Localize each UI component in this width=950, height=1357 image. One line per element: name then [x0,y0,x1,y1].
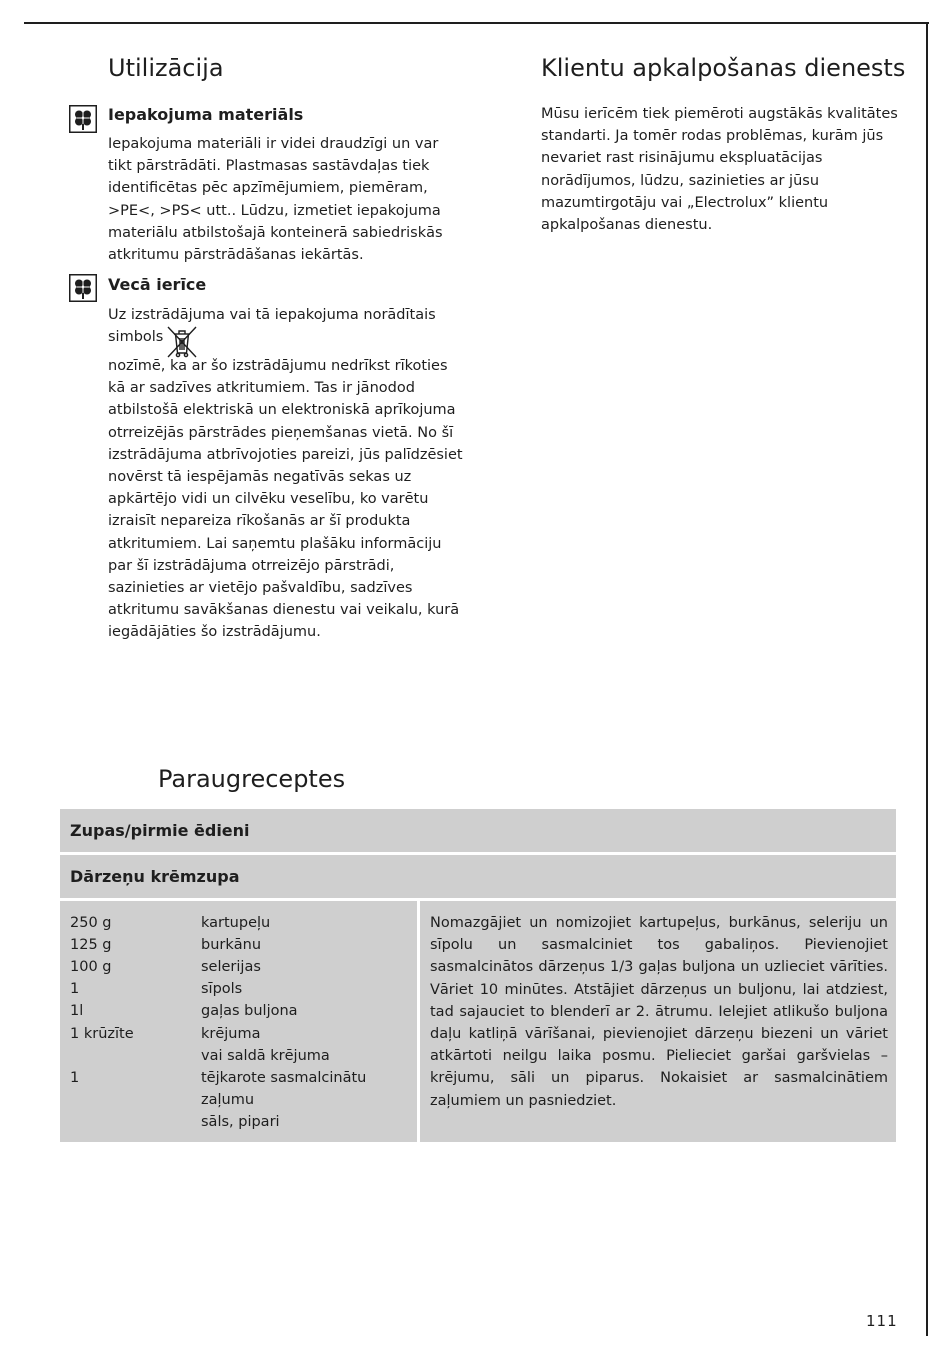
recipe-directions: Nomazgājiet un nomizojiet kartupeļus, burkānus, seleriju un sīpolu un sasmalciniet tos gabaliņos. Pievienojiet sasmalcinātos dārzeņus 1/3 gaļas buljona un uzlieciet vārīties. Vāriet 10 minūtes. Atstājiet dārzeņus un buljonu, lai atdziest, tad sajauciet to blenderī ar 2. ātrumu. Ielejiet atlikušo buljona daļu katliņā vārīšanai, pievienojiet dārzeņu biezeni un vāriet atkārtoti neilgu laika posmu. Pielieciet garšai garšvielas – krējumu, sāli un piparus. Nokaisiet ar sasmalcinātiem zaļumiem un pasniedziet. [430,915,888,1109]
ingredient-name: burkānu [201,937,262,953]
recipe-category-bar [60,809,896,852]
ingredient-qty: 1 krūzīte [70,1026,134,1042]
ingredient-qty: 250 g [70,915,112,931]
ingredient-name: kartupeļu [201,915,271,931]
recycle-clover-icon [69,274,97,302]
page-number: 111 [866,1312,898,1330]
ingredient-qty: 125 g [70,937,112,953]
service-title: Klientu apkalpošanas dienests [541,54,906,82]
recipes-title: Paraugreceptes [158,765,346,793]
packaging-text: Iepakojuma materiāli ir videi draudzīgi un var tikt pārstrādāti. Plastmasas sastāvdaļas tiek identificētas pēc apzīmējumiem, piemēram, >PE<, >PS< utt.. Lūdzu, izmetiet iepakojuma materiālu atbilstošajā konteinerā sabiedriskās atkritumu pārstrādāšanas iekārtās. [108,136,443,264]
ingredient-name: krējuma [201,1026,261,1042]
recipe-name: Dārzeņu krēmzupa [70,867,240,886]
ingredient-name: gaļas buljona [201,1003,298,1019]
ingredient-qty: 100 g [70,959,112,975]
recycle-clover-icon [69,105,97,133]
ingredient-name: sīpols [201,981,243,997]
ingredient-qty: 1l [70,1003,84,1019]
top-rule [24,22,929,24]
service-text: Mūsu ierīcēm tiek piemēroti augstākās kvalitātes standarti. Ja tomēr rodas problēmas, kurām jūs nevariet rast risinājumu ekspluatācijas norādījumos, lūdzu, sazinieties ar jūsu mazumtirgotāju vai „Electrolux” klientu apkalpošanas dienestu. [541,106,898,234]
ingredient-name: vai saldā krējuma [201,1048,330,1064]
recipe-category: Zupas/pirmie ēdieni [70,821,250,840]
ingredient-name: sāls, pipari [201,1114,280,1130]
old-appliance-intro: Uz izstrādājuma vai tā iepakojuma norādītais simbols [108,307,436,346]
packaging-heading: Iepakojuma materiāls [108,105,304,124]
recipe-name-bar [60,855,896,898]
ingredient-qty: 1 [70,981,80,997]
old-appliance-text: nozīmē, ka ar šo izstrādājumu nedrīkst rīkoties kā ar sadzīves atkritumiem. Tas ir jānodod atbilstošā elektriskā un elektroniskā aprīkojuma otrreizējās pārstrādes pieņemšanas vietā. No šī izstrādājuma atbrīvojoties pareizi, jūs palīdzēsiet novērst tā iespējamās negatīvās sekas uz apkārtējo vidi un cilvēku veselību, ko varētu izraisīt nepareiza rīkošanās ar šī produkta atkritumiem. Lai saņemtu plašāku informāciju par šī izstrādājuma otrreizējo pārstrādi, sazinieties ar vietējo pašvaldību, sadzīves atkritumu savākšanas dienestu vai veikalu, kurā iegādājāties šo izstrādājumu. [108,358,463,641]
ingredient-name: selerijas [201,959,261,975]
utilization-title: Utilizācija [108,54,224,82]
old-appliance-heading: Vecā ierīce [108,275,207,294]
right-rule [926,22,928,1336]
ingredient-name: tējkarote sasmalcinātu zaļumu [201,1070,367,1108]
directions-panel [420,901,896,1142]
ingredients-panel [60,901,417,1142]
ingredient-qty: 1 [70,1070,80,1086]
